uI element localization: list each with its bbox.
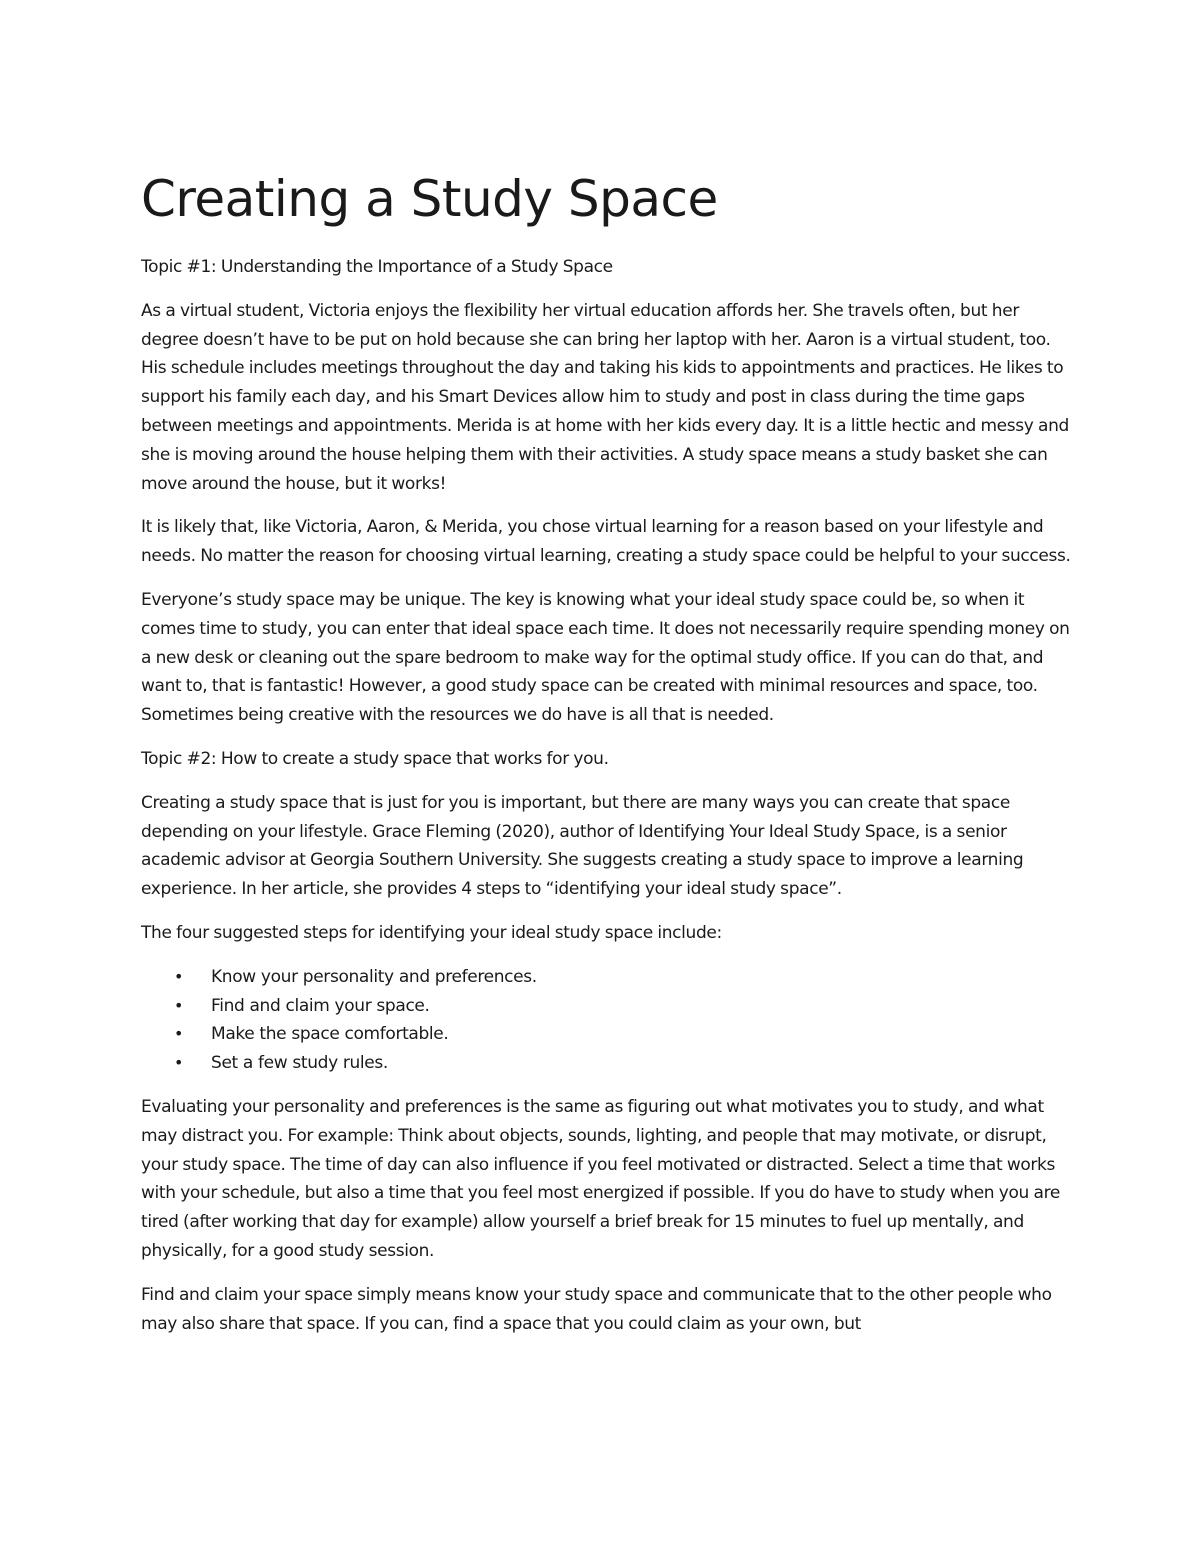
paragraph-grace-fleming: Creating a study space that is just for you is important, but there are many ways you can create that space depending on your lifestyle. Grace Fleming (2020), author of Identifying Your Ideal Study Space, is a senior academic advisor at Georgia Southern University. She suggests creating a study space to improve a learning experience. In her article, she provides 4 steps to “identifying your ideal study space”. [141,792,1024,900]
bullet-icon: • [174,995,184,1015]
document-title: Creating a Study Space [141,170,718,228]
paragraph-steps-intro: The four suggested steps for identifying your ideal study space include: [141,922,722,943]
list-item [141,992,1071,1021]
document-page [141,172,1071,1353]
bullet-icon: • [174,1024,184,1044]
step-text: Set a few study rules. [211,1053,388,1074]
paragraph-unique-study-space: Everyone’s study space may be unique. The key is knowing what your ideal study space could be, so when it comes time to study, you can enter that ideal space each time. It does not necessarily require spending money on a new desk or cleaning out the spare bedroom to make way for the optimal study office. If you can do that, and want to, that is fantastic! However, a good study space can be created with minimal resources and space, too. Sometimes being creative with the resources we do have is all that is needed. [141,589,1070,726]
bullet-icon: • [174,1053,184,1073]
list-item [141,963,1071,992]
topic-1-heading: Topic #1: Understanding the Importance of a Study Space [141,257,613,277]
paragraph-virtual-students: As a virtual student, Victoria enjoys the flexibility her virtual education affords her. She travels often, but her degree doesn’t have to be put on hold because she can bring her laptop with her. Aaron is a virtual student, too. His schedule includes meetings throughout the day and taking his kids to appointments and practices. He likes to support his family each day, and his Smart Devices allow him to study and post in class during the time gaps between meetings and appointments. Merida is at home with her kids every day. It is a little hectic and messy and she is moving around the house helping them with their activities. A study space means a study basket she can move around the house, but it works! [141,300,1069,494]
step-text: Know your personality and preferences. [211,966,537,987]
bullet-icon: • [174,966,184,986]
paragraph-claim-space: Find and claim your space simply means know your study space and communicate that to the other people who may also share that space. If you can, find a space that you could claim as your own, but [141,1284,1052,1334]
paragraph-personality-preferences: Evaluating your personality and preferences is the same as figuring out what motivates you to study, and what may distract you. For example: Think about objects, sounds, lighting, and people that may motivate, or disrupt, your study space. The time of day can also influence if you feel motivated or distracted. Select a time that works with your schedule, but also a time that you feel most energized if possible. If you do have to study when you are tired (after working that day for example) allow yourself a brief break for 15 minutes to fuel up mentally, and physically, for a good study session. [141,1096,1060,1261]
steps-list [141,963,1071,1078]
paragraph-virtual-learning-reason: It is likely that, like Victoria, Aaron, & Merida, you chose virtual learning for a reason based on your lifestyle and needs. No matter the reason for choosing virtual learning, creating a study space could be helpful to your success. [141,517,1071,567]
topic-2-heading: Topic #2: How to create a study space that works for you. [141,748,609,769]
step-text: Find and claim your space. [211,995,430,1016]
step-text: Make the space comfortable. [211,1024,449,1045]
list-item [141,1049,1071,1078]
list-item [141,1020,1071,1049]
